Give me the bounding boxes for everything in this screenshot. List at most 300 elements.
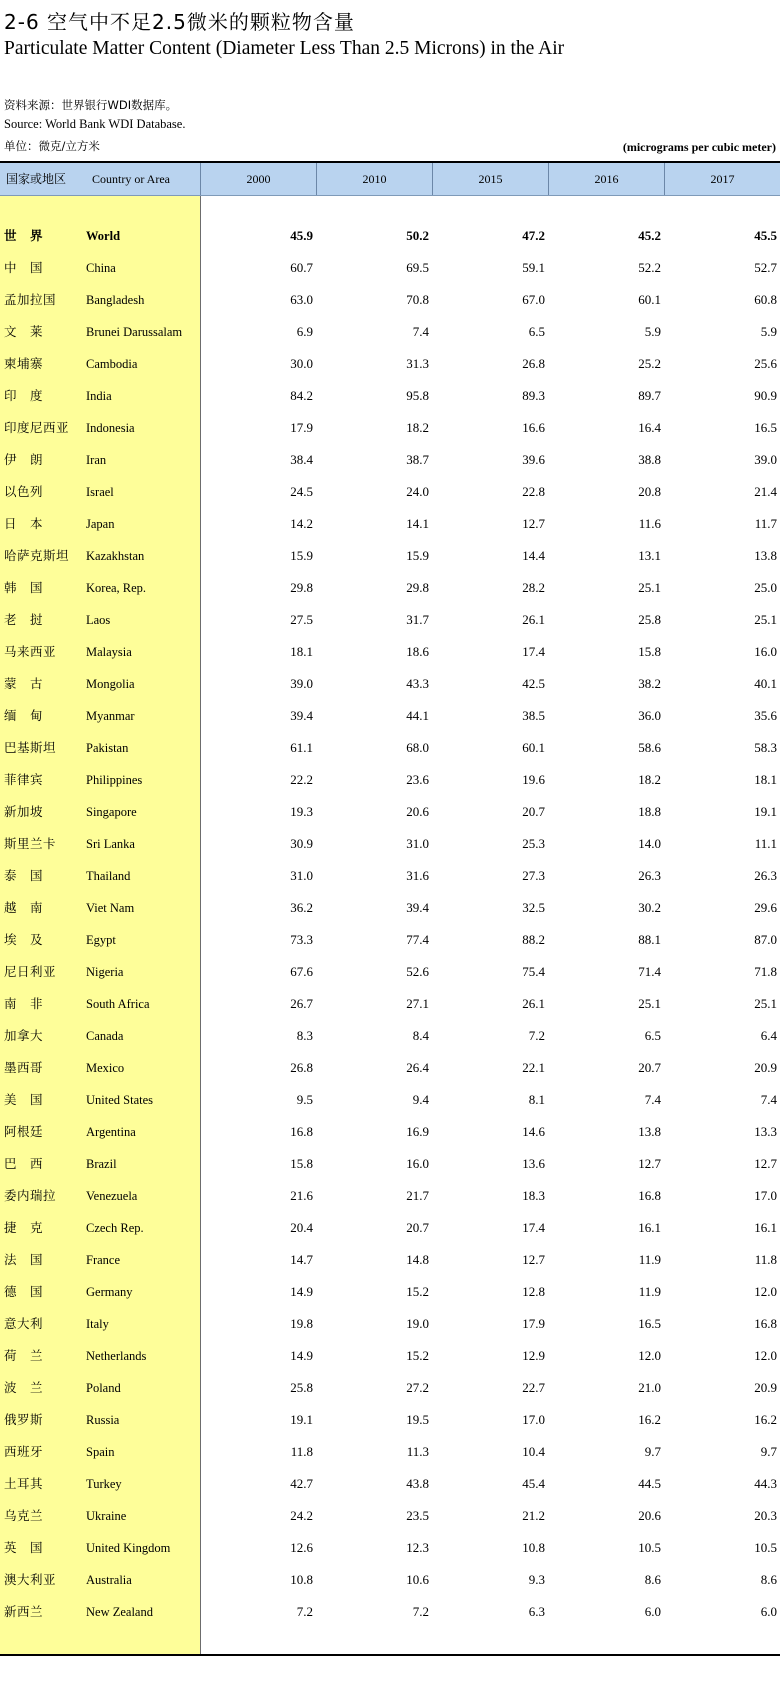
value-2017: 25.6	[754, 356, 777, 371]
value-2010: 10.6	[406, 1572, 429, 1587]
country-name-en: Australia	[86, 1573, 132, 1587]
country-name-en: Malaysia	[86, 645, 132, 659]
country-name-en: Thailand	[86, 869, 131, 883]
value-2015: 17.0	[522, 1412, 545, 1427]
value-2000: 14.9	[290, 1348, 313, 1363]
country-name-en: France	[86, 1253, 121, 1267]
value-2016: 26.3	[638, 868, 661, 883]
value-2000: 6.9	[296, 324, 313, 339]
value-2017: 29.6	[754, 900, 777, 915]
table-row	[0, 1020, 780, 1052]
source-note-en: Source: World Bank WDI Database.	[4, 117, 186, 131]
value-2016: 36.0	[638, 708, 661, 723]
table-row	[0, 828, 780, 860]
country-name-cn: 乌克兰	[4, 1508, 44, 1523]
country-name-cn: 日 本	[4, 516, 44, 531]
table-row	[0, 1468, 780, 1500]
value-2010: 18.2	[406, 420, 429, 435]
value-2000: 30.9	[290, 836, 313, 851]
value-2015: 45.4	[522, 1476, 545, 1491]
value-2017: 16.5	[754, 420, 777, 435]
unit-label-cn: 单位：微克/立方米	[4, 139, 100, 153]
value-2015: 17.9	[522, 1316, 545, 1331]
value-2017: 5.9	[760, 324, 777, 339]
value-2000: 30.0	[290, 356, 313, 371]
country-name-cn: 哈萨克斯坦	[4, 548, 70, 563]
country-name-cn: 中 国	[4, 260, 44, 275]
country-name-en: Poland	[86, 1381, 121, 1395]
value-2015: 47.2	[522, 228, 545, 243]
value-2017: 6.0	[760, 1604, 777, 1619]
table-row	[0, 1116, 780, 1148]
country-name-en: United Kingdom	[86, 1541, 171, 1555]
country-name-cn: 澳大利亚	[4, 1572, 57, 1587]
value-2010: 8.4	[412, 1028, 429, 1043]
country-name-en: Egypt	[86, 933, 116, 947]
value-2010: 52.6	[406, 964, 429, 979]
value-2015: 32.5	[522, 900, 545, 915]
page-title-cn: 2-6 空气中不足2.5微米的颗粒物含量	[4, 10, 355, 34]
value-2017: 11.8	[754, 1252, 777, 1267]
table-row	[0, 1084, 780, 1116]
value-2017: 16.8	[754, 1316, 777, 1331]
table-row	[0, 892, 780, 924]
country-name-cn: 加拿大	[4, 1028, 44, 1043]
value-2016: 18.8	[638, 804, 661, 819]
value-2016: 21.0	[638, 1380, 661, 1395]
header-year-2016: 2016	[548, 163, 664, 195]
value-2016: 20.7	[638, 1060, 661, 1075]
country-name-cn: 委内瑞拉	[4, 1188, 57, 1203]
value-2015: 20.7	[522, 804, 545, 819]
table-row	[0, 764, 780, 796]
table-row	[0, 1180, 780, 1212]
value-2010: 15.9	[406, 548, 429, 563]
country-name-cn: 德 国	[4, 1284, 44, 1299]
country-name-en: Venezuela	[86, 1189, 138, 1203]
value-2000: 18.1	[290, 644, 313, 659]
value-2016: 38.8	[638, 452, 661, 467]
value-2017: 7.4	[760, 1092, 777, 1107]
table-header	[0, 163, 780, 196]
country-name-cn: 世 界	[4, 228, 44, 243]
value-2015: 12.8	[522, 1284, 545, 1299]
value-2017: 58.3	[754, 740, 777, 755]
country-name-cn: 意大利	[4, 1316, 44, 1331]
value-2016: 11.6	[638, 516, 661, 531]
table-row	[0, 924, 780, 956]
country-name-en: Viet Nam	[86, 901, 135, 915]
value-2015: 22.1	[522, 1060, 545, 1075]
value-2016: 8.6	[644, 1572, 661, 1587]
value-2016: 15.8	[638, 644, 661, 659]
value-2015: 7.2	[528, 1028, 545, 1043]
value-2000: 20.4	[290, 1220, 313, 1235]
value-2017: 17.0	[754, 1188, 777, 1203]
country-name-cn: 泰 国	[4, 868, 44, 883]
value-2010: 77.4	[406, 932, 429, 947]
value-2016: 5.9	[644, 324, 661, 339]
country-name-cn: 越 南	[4, 900, 44, 915]
country-name-en: Sri Lanka	[86, 837, 135, 851]
value-2017: 25.1	[754, 996, 777, 1011]
value-2017: 20.3	[754, 1508, 777, 1523]
country-name-cn: 英 国	[4, 1540, 44, 1555]
table-row	[0, 508, 780, 540]
value-2015: 22.7	[522, 1380, 545, 1395]
country-name-en: Cambodia	[86, 357, 138, 371]
table-row	[0, 1276, 780, 1308]
value-2010: 43.8	[406, 1476, 429, 1491]
country-name-en: Ukraine	[86, 1509, 127, 1523]
table-row	[0, 540, 780, 572]
country-name-cn: 捷 克	[4, 1220, 44, 1235]
value-2017: 20.9	[754, 1380, 777, 1395]
value-2016: 16.4	[638, 420, 661, 435]
value-2010: 9.4	[412, 1092, 429, 1107]
country-name-cn: 印度尼西亚	[4, 420, 70, 435]
value-2016: 11.9	[638, 1252, 661, 1267]
value-2010: 39.4	[406, 900, 429, 915]
value-2010: 95.8	[406, 388, 429, 403]
value-2010: 24.0	[406, 484, 429, 499]
value-2015: 89.3	[522, 388, 545, 403]
country-name-cn: 法 国	[4, 1252, 44, 1267]
table-row	[0, 1052, 780, 1084]
value-2017: 45.5	[754, 228, 777, 243]
value-2015: 26.8	[522, 356, 545, 371]
value-2016: 16.5	[638, 1316, 661, 1331]
value-2010: 70.8	[406, 292, 429, 307]
source-note-cn: 资料来源：世界银行WDI数据库。	[4, 98, 178, 112]
table-row	[0, 636, 780, 668]
value-2017: 18.1	[754, 772, 777, 787]
value-2010: 11.3	[406, 1444, 429, 1459]
value-2010: 12.3	[406, 1540, 429, 1555]
country-name-en: Pakistan	[86, 741, 129, 755]
value-2016: 9.7	[644, 1444, 661, 1459]
country-name-en: Philippines	[86, 773, 143, 787]
table-row	[0, 988, 780, 1020]
value-2017: 13.8	[754, 548, 777, 563]
table-row	[0, 476, 780, 508]
table-row	[0, 412, 780, 444]
table-row	[0, 1596, 780, 1628]
value-2016: 14.0	[638, 836, 661, 851]
value-2016: 71.4	[638, 964, 661, 979]
country-name-en: Japan	[86, 517, 115, 531]
value-2016: 20.6	[638, 1508, 661, 1523]
country-name-cn: 美 国	[4, 1092, 44, 1107]
unit-label-en: (micrograms per cubic meter)	[622, 140, 776, 154]
value-2000: 39.0	[290, 676, 313, 691]
value-2015: 16.6	[522, 420, 545, 435]
value-2017: 40.1	[754, 676, 777, 691]
value-2000: 63.0	[290, 292, 313, 307]
value-2010: 43.3	[406, 676, 429, 691]
country-name-cn: 新加坡	[4, 804, 44, 819]
value-2016: 25.1	[638, 996, 661, 1011]
header-area-cn: 国家或地区	[6, 172, 67, 186]
value-2010: 14.8	[406, 1252, 429, 1267]
value-2015: 14.4	[522, 548, 545, 563]
value-2015: 9.3	[528, 1572, 545, 1587]
value-2016: 18.2	[638, 772, 661, 787]
value-2010: 18.6	[406, 644, 429, 659]
table-row	[0, 732, 780, 764]
value-2015: 39.6	[522, 452, 545, 467]
header-year-2015: 2015	[432, 163, 548, 195]
value-2000: 19.8	[290, 1316, 313, 1331]
value-2017: 20.9	[754, 1060, 777, 1075]
country-name-cn: 波 兰	[4, 1380, 44, 1395]
value-2015: 6.3	[528, 1604, 545, 1619]
value-2015: 27.3	[522, 868, 545, 883]
country-name-cn: 印 度	[4, 388, 44, 403]
value-2016: 58.6	[638, 740, 661, 755]
value-2017: 10.5	[754, 1540, 777, 1555]
country-name-cn: 菲律宾	[4, 772, 44, 787]
country-name-en: Singapore	[86, 805, 137, 819]
value-2010: 15.2	[406, 1348, 429, 1363]
country-name-en: Iran	[86, 453, 107, 467]
value-2017: 12.0	[754, 1284, 777, 1299]
table-row	[0, 796, 780, 828]
country-name-cn: 埃 及	[4, 932, 44, 947]
value-2015: 21.2	[522, 1508, 545, 1523]
value-2000: 36.2	[290, 900, 313, 915]
table-row	[0, 1308, 780, 1340]
value-2016: 60.1	[638, 292, 661, 307]
country-name-en: Mexico	[86, 1061, 125, 1075]
value-2010: 16.0	[406, 1156, 429, 1171]
value-2010: 27.1	[406, 996, 429, 1011]
value-2010: 31.3	[406, 356, 429, 371]
table-row	[0, 956, 780, 988]
value-2000: 26.7	[290, 996, 313, 1011]
value-2017: 19.1	[754, 804, 777, 819]
value-2010: 16.9	[406, 1124, 429, 1139]
country-name-en: New Zealand	[86, 1605, 153, 1619]
value-2010: 14.1	[406, 516, 429, 531]
country-name-cn: 西班牙	[4, 1444, 44, 1459]
value-2000: 22.2	[290, 772, 313, 787]
table-row	[0, 1244, 780, 1276]
value-2016: 44.5	[638, 1476, 661, 1491]
country-name-en: Italy	[86, 1317, 109, 1331]
value-2015: 12.7	[522, 1252, 545, 1267]
value-2016: 89.7	[638, 388, 661, 403]
value-2015: 8.1	[528, 1092, 545, 1107]
value-2000: 9.5	[296, 1092, 313, 1107]
value-2016: 13.1	[638, 548, 661, 563]
value-2017: 87.0	[754, 932, 777, 947]
value-2017: 35.6	[754, 708, 777, 723]
table-row	[0, 252, 780, 284]
value-2016: 10.5	[638, 1540, 661, 1555]
value-2000: 17.9	[290, 420, 313, 435]
value-2016: 13.8	[638, 1124, 661, 1139]
value-2010: 31.7	[406, 612, 429, 627]
value-2010: 26.4	[406, 1060, 429, 1075]
value-2016: 25.1	[638, 580, 661, 595]
country-name-cn: 巴 西	[4, 1156, 44, 1171]
country-name-en: India	[86, 389, 112, 403]
value-2000: 39.4	[290, 708, 313, 723]
value-2016: 16.2	[638, 1412, 661, 1427]
country-name-en: Argentina	[86, 1125, 136, 1139]
value-2016: 20.8	[638, 484, 661, 499]
table-row	[0, 668, 780, 700]
country-name-cn: 墨西哥	[4, 1060, 44, 1075]
value-2017: 25.0	[754, 580, 777, 595]
value-2010: 31.6	[406, 868, 429, 883]
country-name-cn: 以色列	[4, 484, 44, 499]
value-2016: 6.5	[644, 1028, 661, 1043]
header-year-2017: 2017	[664, 163, 780, 195]
value-2000: 60.7	[290, 260, 313, 275]
country-name-cn: 孟加拉国	[4, 292, 57, 307]
value-2016: 45.2	[638, 228, 661, 243]
value-2017: 71.8	[754, 964, 777, 979]
value-2016: 25.8	[638, 612, 661, 627]
value-2015: 75.4	[522, 964, 545, 979]
value-2016: 16.8	[638, 1188, 661, 1203]
value-2010: 7.2	[412, 1604, 429, 1619]
value-2010: 20.7	[406, 1220, 429, 1235]
value-2010: 69.5	[406, 260, 429, 275]
table-row	[0, 444, 780, 476]
country-name-en: Canada	[86, 1029, 124, 1043]
country-name-en: Spain	[86, 1445, 115, 1459]
value-2017: 13.3	[754, 1124, 777, 1139]
value-2000: 15.9	[290, 548, 313, 563]
country-name-cn: 俄罗斯	[4, 1412, 44, 1427]
country-name-en: Israel	[86, 485, 114, 499]
value-2017: 21.4	[754, 484, 777, 499]
value-2000: 61.1	[290, 740, 313, 755]
country-name-en: Nigeria	[86, 965, 124, 979]
country-name-cn: 荷 兰	[4, 1348, 44, 1363]
country-name-en: Bangladesh	[86, 293, 145, 307]
value-2015: 59.1	[522, 260, 545, 275]
value-2000: 84.2	[290, 388, 313, 403]
value-2000: 14.9	[290, 1284, 313, 1299]
value-2010: 23.5	[406, 1508, 429, 1523]
value-2000: 38.4	[290, 452, 313, 467]
value-2000: 42.7	[290, 1476, 313, 1491]
country-name-cn: 韩 国	[4, 580, 44, 595]
country-name-cn: 柬埔寨	[4, 356, 44, 371]
value-2000: 26.8	[290, 1060, 313, 1075]
value-2010: 19.5	[406, 1412, 429, 1427]
value-2017: 12.0	[754, 1348, 777, 1363]
value-2015: 28.2	[522, 580, 545, 595]
value-2015: 26.1	[522, 612, 545, 627]
country-name-en: Netherlands	[86, 1349, 147, 1363]
value-2017: 44.3	[754, 1476, 777, 1491]
value-2015: 25.3	[522, 836, 545, 851]
value-2010: 31.0	[406, 836, 429, 851]
country-name-cn: 尼日利亚	[4, 964, 57, 979]
value-2000: 21.6	[290, 1188, 313, 1203]
value-2000: 24.2	[290, 1508, 313, 1523]
value-2017: 90.9	[754, 388, 777, 403]
value-2017: 12.7	[754, 1156, 777, 1171]
value-2010: 20.6	[406, 804, 429, 819]
country-name-cn: 斯里兰卡	[4, 836, 57, 851]
country-name-en: Brunei Darussalam	[86, 325, 183, 339]
country-name-en: Indonesia	[86, 421, 135, 435]
value-2010: 38.7	[406, 452, 429, 467]
table-row	[0, 1212, 780, 1244]
country-name-cn: 老 挝	[4, 612, 44, 627]
value-2000: 25.8	[290, 1380, 313, 1395]
value-2015: 17.4	[522, 1220, 545, 1235]
value-2010: 15.2	[406, 1284, 429, 1299]
value-2000: 12.6	[290, 1540, 313, 1555]
country-name-cn: 文 莱	[4, 324, 44, 339]
value-2010: 44.1	[406, 708, 429, 723]
value-2017: 16.0	[754, 644, 777, 659]
value-2000: 29.8	[290, 580, 313, 595]
table-bottom-rule	[0, 1654, 780, 1656]
country-name-en: Korea, Rep.	[86, 581, 147, 595]
value-2000: 16.8	[290, 1124, 313, 1139]
table-row	[0, 1372, 780, 1404]
country-name-en: United States	[86, 1093, 154, 1107]
value-2015: 12.9	[522, 1348, 545, 1363]
value-2016: 16.1	[638, 1220, 661, 1235]
page-title-en: Particulate Matter Content (Diameter Less Than 2.5 Microns) in the Air	[4, 38, 565, 59]
value-2015: 22.8	[522, 484, 545, 499]
value-2015: 12.7	[522, 516, 545, 531]
value-2015: 88.2	[522, 932, 545, 947]
value-2010: 29.8	[406, 580, 429, 595]
country-name-en: Brazil	[86, 1157, 117, 1171]
value-2010: 27.2	[406, 1380, 429, 1395]
country-name-en: China	[86, 261, 116, 275]
country-name-cn: 缅 甸	[4, 708, 44, 723]
value-2000: 31.0	[290, 868, 313, 883]
table-row	[0, 860, 780, 892]
value-2015: 10.8	[522, 1540, 545, 1555]
value-2017: 9.7	[760, 1444, 777, 1459]
value-2016: 88.1	[638, 932, 661, 947]
country-name-en: Germany	[86, 1285, 133, 1299]
value-2010: 19.0	[406, 1316, 429, 1331]
country-name-en: South Africa	[86, 997, 150, 1011]
value-2017: 16.1	[754, 1220, 777, 1235]
value-2010: 68.0	[406, 740, 429, 755]
value-2016: 30.2	[638, 900, 661, 915]
value-2015: 67.0	[522, 292, 545, 307]
value-2000: 15.8	[290, 1156, 313, 1171]
table-row	[0, 1564, 780, 1596]
value-2016: 12.7	[638, 1156, 661, 1171]
value-2000: 8.3	[296, 1028, 313, 1043]
value-2017: 26.3	[754, 868, 777, 883]
value-2000: 11.8	[290, 1444, 313, 1459]
header-area-en: Country or Area	[92, 172, 170, 186]
value-2015: 60.1	[522, 740, 545, 755]
value-2010: 7.4	[412, 324, 429, 339]
country-name-cn: 伊 朗	[4, 452, 44, 467]
table-row	[0, 380, 780, 412]
value-2016: 11.9	[638, 1284, 661, 1299]
table-row	[0, 572, 780, 604]
country-name-en: Laos	[86, 613, 111, 627]
